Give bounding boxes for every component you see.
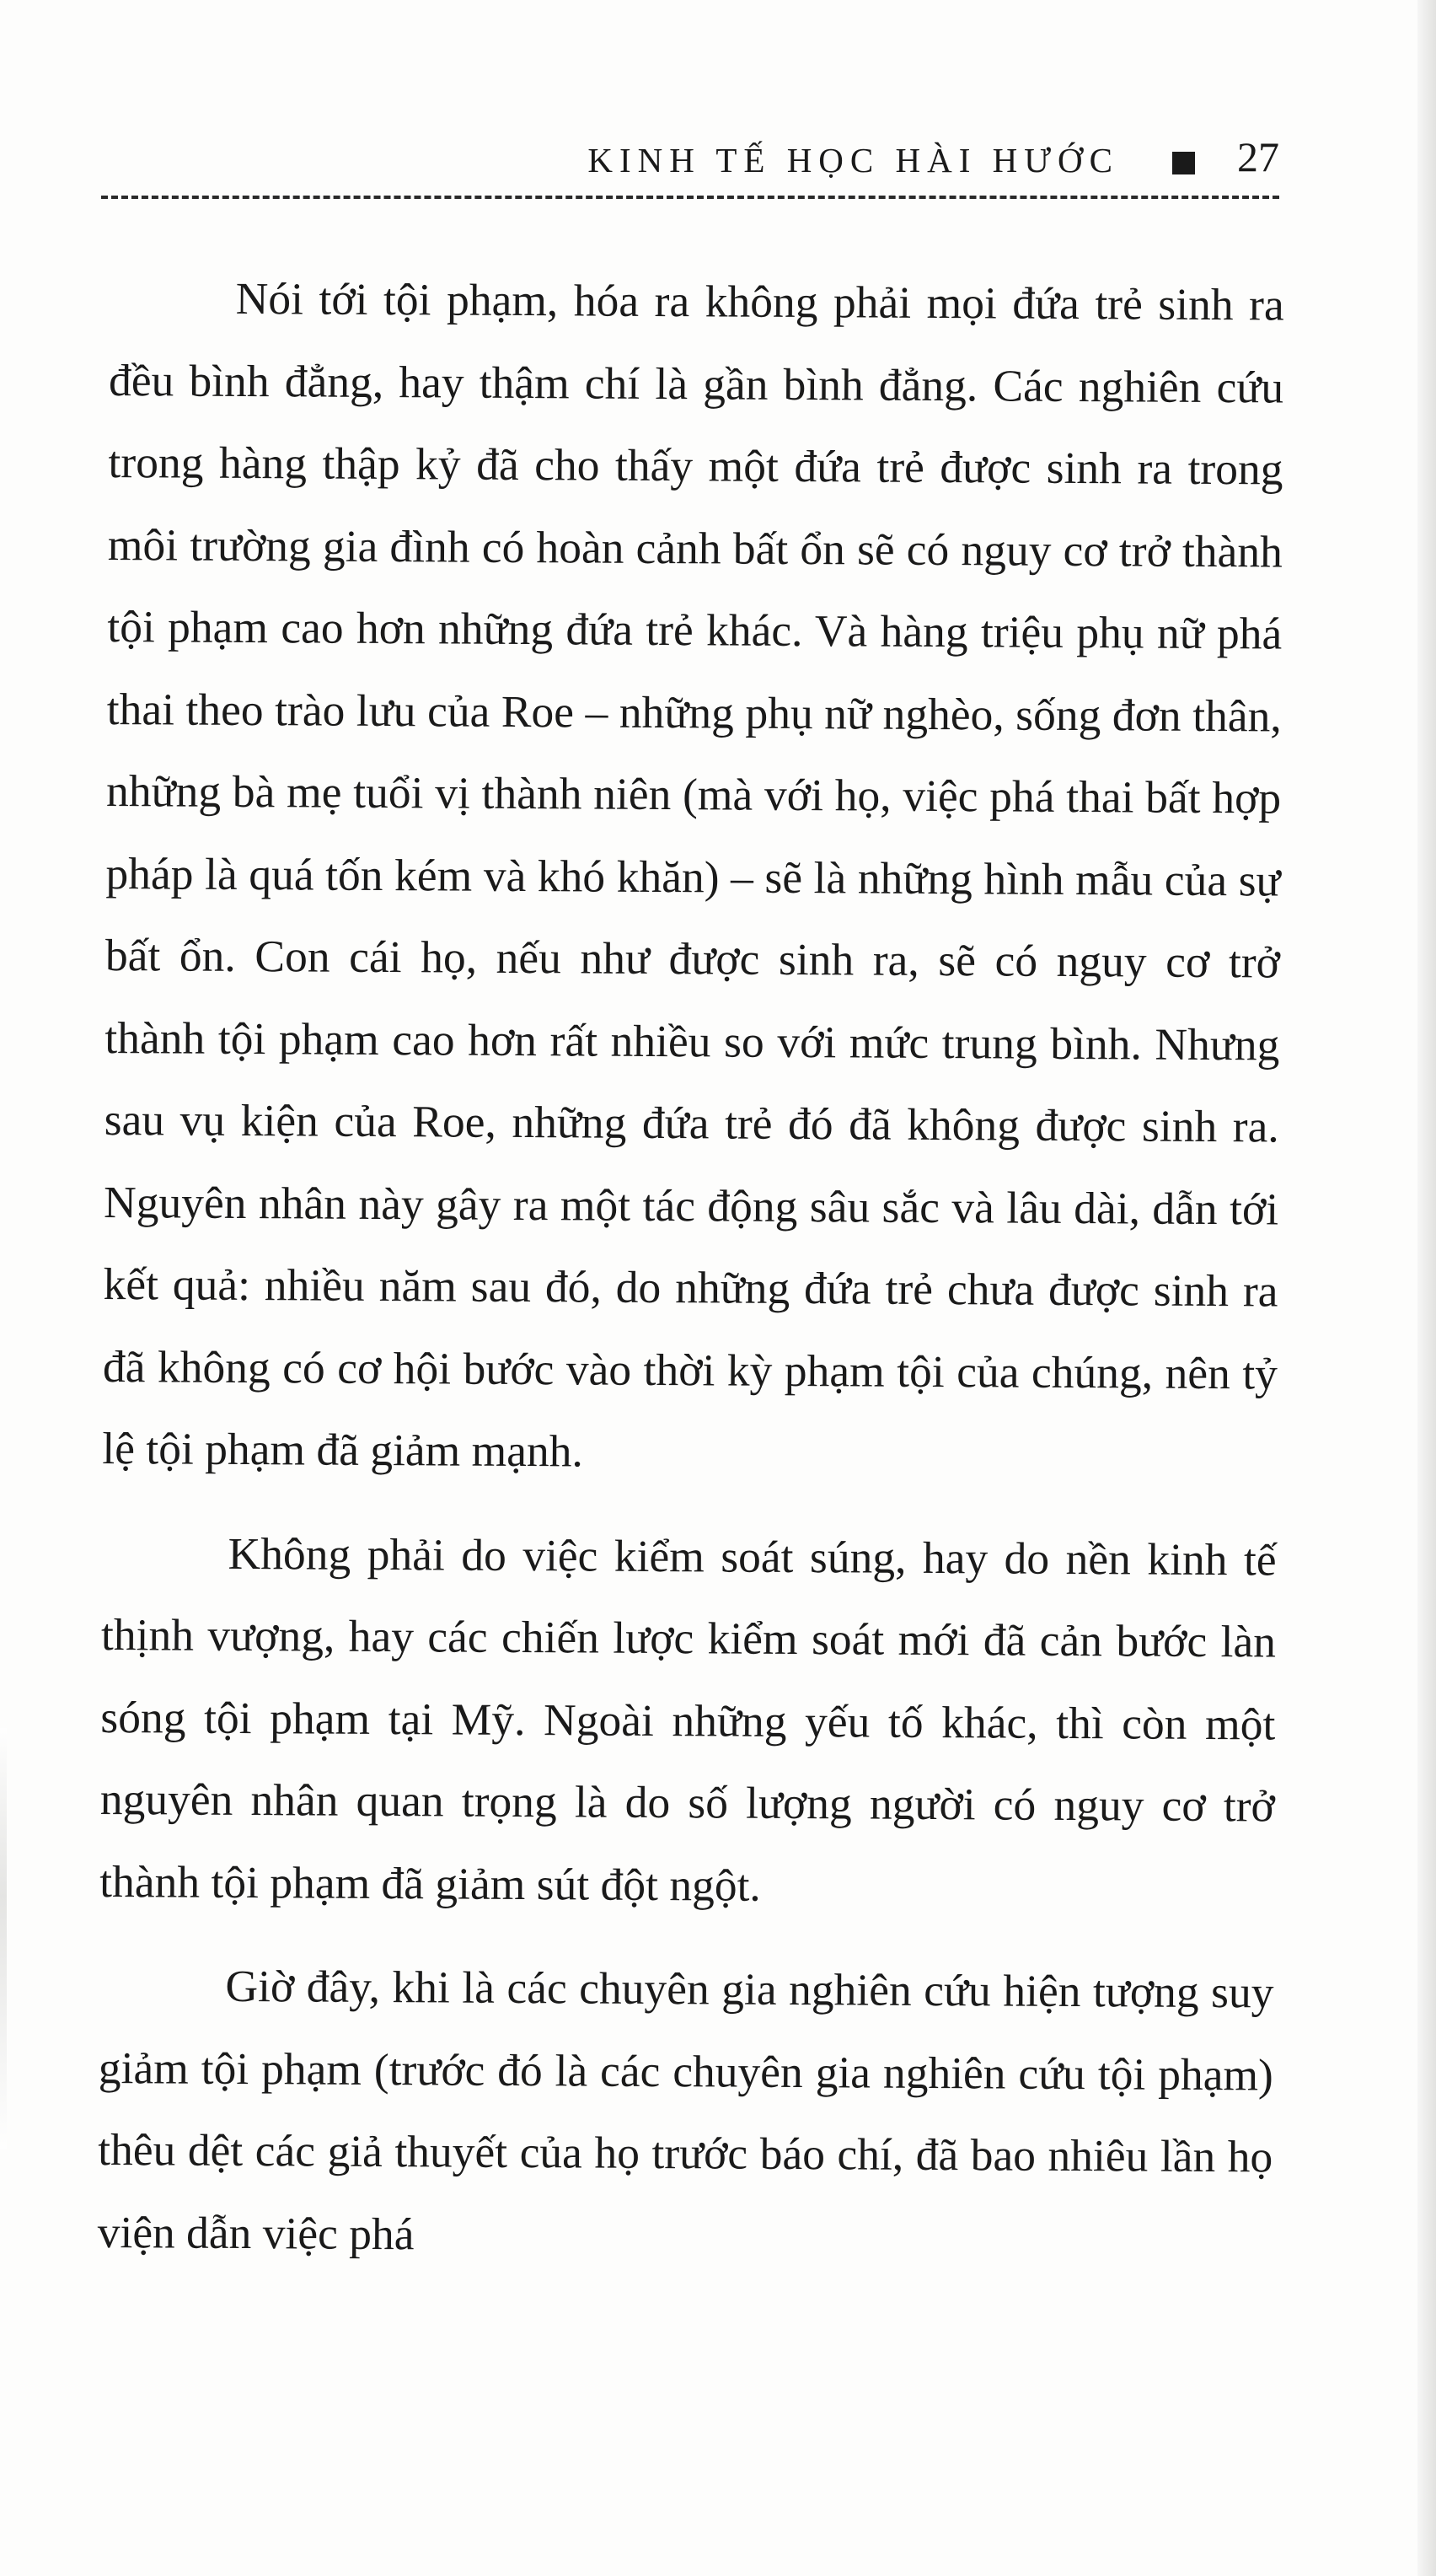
scan-edge-left — [0, 1728, 7, 2149]
page-number: 27 — [1237, 133, 1279, 180]
paragraph-3: Giờ đây, khi là các chuyên gia nghiên cứu hiện tượng suy giảm tội phạm (trước đó là các chuyên gia nghiên cứu tội phạm) thêu dệt các giả thuyết của họ trước báo chí, đã bao nhiêu lần họ viện dẫn việc phá — [97, 1960, 1274, 2259]
page-edge-shadow — [1417, 0, 1436, 2576]
paragraph-2: Không phải do việc kiểm soát súng, hay do nền kinh tế thịnh vượng, hay các chiến lược kiểm soát mới đã cản bước làn sóng tội phạm tại Mỹ. Ngoài những yếu tố khác, thì còn một nguyên nhân quan trọng là do số lượng người có nguy cơ trở thành tội phạm đã giảm sút đột ngột. — [99, 1527, 1277, 1911]
running-title: KINH TẾ HỌC HÀI HƯỚC — [587, 141, 1119, 180]
body-text — [97, 257, 1284, 2280]
black-square-icon — [1172, 152, 1195, 174]
paragraph-1: Nói tới tội phạm, hóa ra không phải mọi đứa trẻ sinh ra đều bình đẳng, hay thậm chí là gần bình đẳng. Các nghiên cứu trong hàng thập kỷ đã cho thấy một đứa trẻ được sinh ra trong môi trường gia đình có hoàn cảnh bất ổn sẽ có nguy cơ trở thành tội phạm cao hơn những đứa trẻ khác. Và hàng triệu phụ nữ phá thai theo trào lưu của Roe – những phụ nữ nghèo, sống đơn thân, những bà mẹ tuổi vị thành niên (mà với họ, việc phá thai bất hợp pháp là quá tốn kém và khó khăn) – sẽ là những hình mẫu của sự bất ổn. Con cái họ, nếu như được sinh ra, sẽ có nguy cơ trở thành tội phạm cao hơn rất nhiều so với mức trung bình. Nhưng sau vụ kiện của Roe, những đứa trẻ đó đã không được sinh ra. Nguyên nhân này gây ra một tác động sâu sắc và lâu dài, dẫn tới kết quả: nhiều năm sau đó, do những đứa trẻ chưa được sinh ra đã không có cơ hội bước vào thời kỳ phạm tội của chúng, nên tỷ lệ tội phạm đã giảm mạnh. — [102, 272, 1284, 1477]
page-header — [101, 126, 1279, 204]
dashed-rule — [101, 196, 1279, 199]
